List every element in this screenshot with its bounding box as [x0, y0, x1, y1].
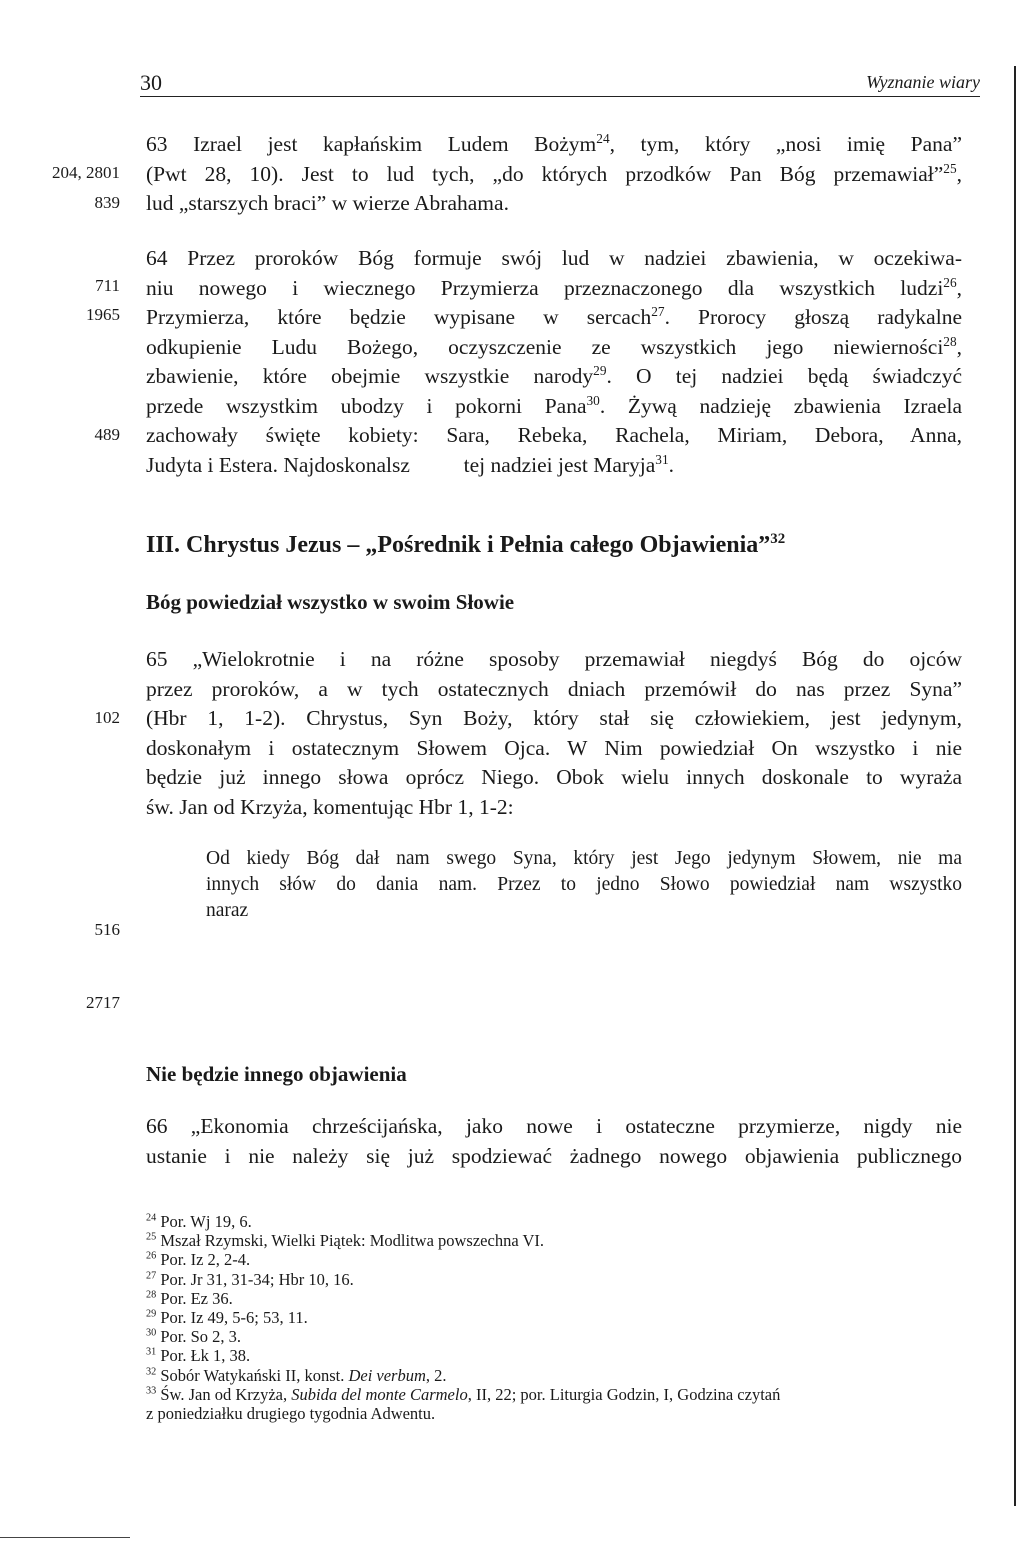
text-line: Przymierza, które będzie wypisane w sercach$^{27}$. Prorocy głoszą radykalne [146, 303, 962, 329]
margin-ref: 204, 2801 [52, 163, 120, 182]
footnote: $^{25}$ Mszał Rzymski, Wielki Piątek: Modlitwa powszechna VI. [146, 1231, 545, 1251]
footnote: $^{29}$ Por. Iz 49, 5-6; 53, 11. [146, 1308, 308, 1328]
footnote: $^{30}$ Por. So 2, 3. [146, 1327, 242, 1347]
footnote: $^{27}$ Por. Jr 31, 31-34; Hbr 10, 16. [146, 1269, 354, 1289]
paragraph-65 [146, 645, 962, 822]
text-line: będzie już innego słowa oprócz Niego. Obok wielu innych doskonale to wyraża [146, 765, 962, 789]
text-line: ustanie i nie należy się już spodziewać żadnego nowego objawienia publicznego [146, 1143, 962, 1168]
text-line: Judyta i Estera. Najdoskonalsz tej nadziei jest Maryja$^{31}$. [146, 451, 674, 477]
subheading: Bóg powiedział wszystko w swoim Słowie [146, 590, 515, 614]
margin-ref: 489 [94, 425, 120, 444]
text-line: 66 „Ekonomia chrześcijańska, jako nowe i ostateczne przymierze, nigdy nie [146, 1114, 962, 1138]
margin-ref: 2717 [86, 993, 120, 1012]
text-line: (Hbr 1, 1-2). Chrystus, Syn Boży, który stał się człowiekiem, jest jedynym, [146, 706, 962, 730]
margin-ref: 516 [94, 920, 120, 939]
block-quote [206, 846, 962, 924]
footnote: $^{28}$ Por. Ez 36. [146, 1288, 233, 1308]
header-rule [140, 96, 980, 97]
text-line: lud „starszych braci” w wierze Abrahama. [146, 191, 509, 215]
paragraph-63 [146, 130, 962, 219]
text-line: niu nowego i wiecznego Przymierza przeznaczonego dla wszystkich ludzi$^{26}$, [146, 274, 962, 300]
text-line: (Pwt 28, 10). Jest to lud tych, „do których przodków Pan Bóg przemawiał”$^{25}$, [146, 160, 962, 186]
footnote-continuation: z poniedziałku drugiego tygodnia Adwentu. [146, 1404, 436, 1424]
footnote: $^{24}$ Por. Wj 19, 6. [146, 1212, 252, 1231]
footnote: $^{33}$ Św. Jan od Krzyża, Subida del monte Carmelo, II, 22; por. Liturgia Godzin, I, Godzina czytań [146, 1384, 781, 1404]
paragraph-64 [146, 244, 962, 480]
text-line: 64 Przez proroków Bóg formuje swój lud w nadziei zbawienia, w oczekiwa- [146, 246, 962, 270]
margin-ref: 1965 [86, 305, 120, 324]
margin-ref: 711 [95, 276, 120, 295]
margin-ref: 839 [94, 193, 120, 212]
text-line: doskonałym i ostatecznym Słowem Ojca. W Nim powiedział On wszystko i nie [146, 735, 962, 760]
text-line: św. Jan od Krzyża, komentując Hbr 1, 1-2: [146, 794, 514, 819]
text-line: przez proroków, a w tych ostatecznych dniach przemówił do nas przez Syna” [146, 676, 962, 701]
section-heading: III. Chrystus Jezus – „Pośrednik i Pełnia całego Objawienia”$^{32}$ [146, 531, 786, 558]
text-line: naraz [206, 900, 249, 921]
text-line: odkupienie Ludu Bożego, oczyszczenie ze wszystkich jego niewierności$^{28}$, [146, 333, 962, 359]
footnotes [146, 1212, 976, 1423]
footnote: $^{32}$ Sobór Watykański II, konst. Dei verbum, 2. [146, 1365, 447, 1385]
paragraph-66 [146, 1112, 962, 1171]
text-line: 63 Izrael jest kapłańskim Ludem Bożym$^{24}$, tym, który „nosi imię Pana” [146, 130, 962, 156]
text-line: przede wszystkim ubodzy i pokorni Pana$^{30}$. Żywą nadzieję zbawienia Izraela [146, 392, 962, 418]
margin-ref: 102 [94, 708, 120, 727]
page-edge-line [1014, 66, 1016, 1506]
bottom-rule [0, 1537, 130, 1538]
subheading: Nie będzie innego objawienia [146, 1062, 407, 1086]
text-line: 65 „Wielokrotnie i na różne sposoby przemawiał niegdyś Bóg do ojców [146, 647, 962, 671]
text-line: Od kiedy Bóg dał nam swego Syna, który jest Jego jedynym Słowem, nie ma [206, 848, 962, 869]
page-number: 30 [140, 70, 162, 95]
text-line: zachowały święte kobiety: Sara, Rebeka, Rachela, Miriam, Debora, Anna, [146, 423, 962, 447]
text-line: zbawienie, które obejmie wszystkie narody$^{29}$. O tej nadziei będą świadczyć [146, 362, 962, 388]
running-title: Wyznanie wiary [866, 72, 980, 92]
footnote: $^{31}$ Por. Łk 1, 38. [146, 1346, 251, 1366]
footnote: $^{26}$ Por. Iz 2, 2-4. [146, 1250, 251, 1270]
text-line: innych słów do dania nam. Przez to jedno Słowo powiedział nam wszystko [206, 874, 962, 895]
